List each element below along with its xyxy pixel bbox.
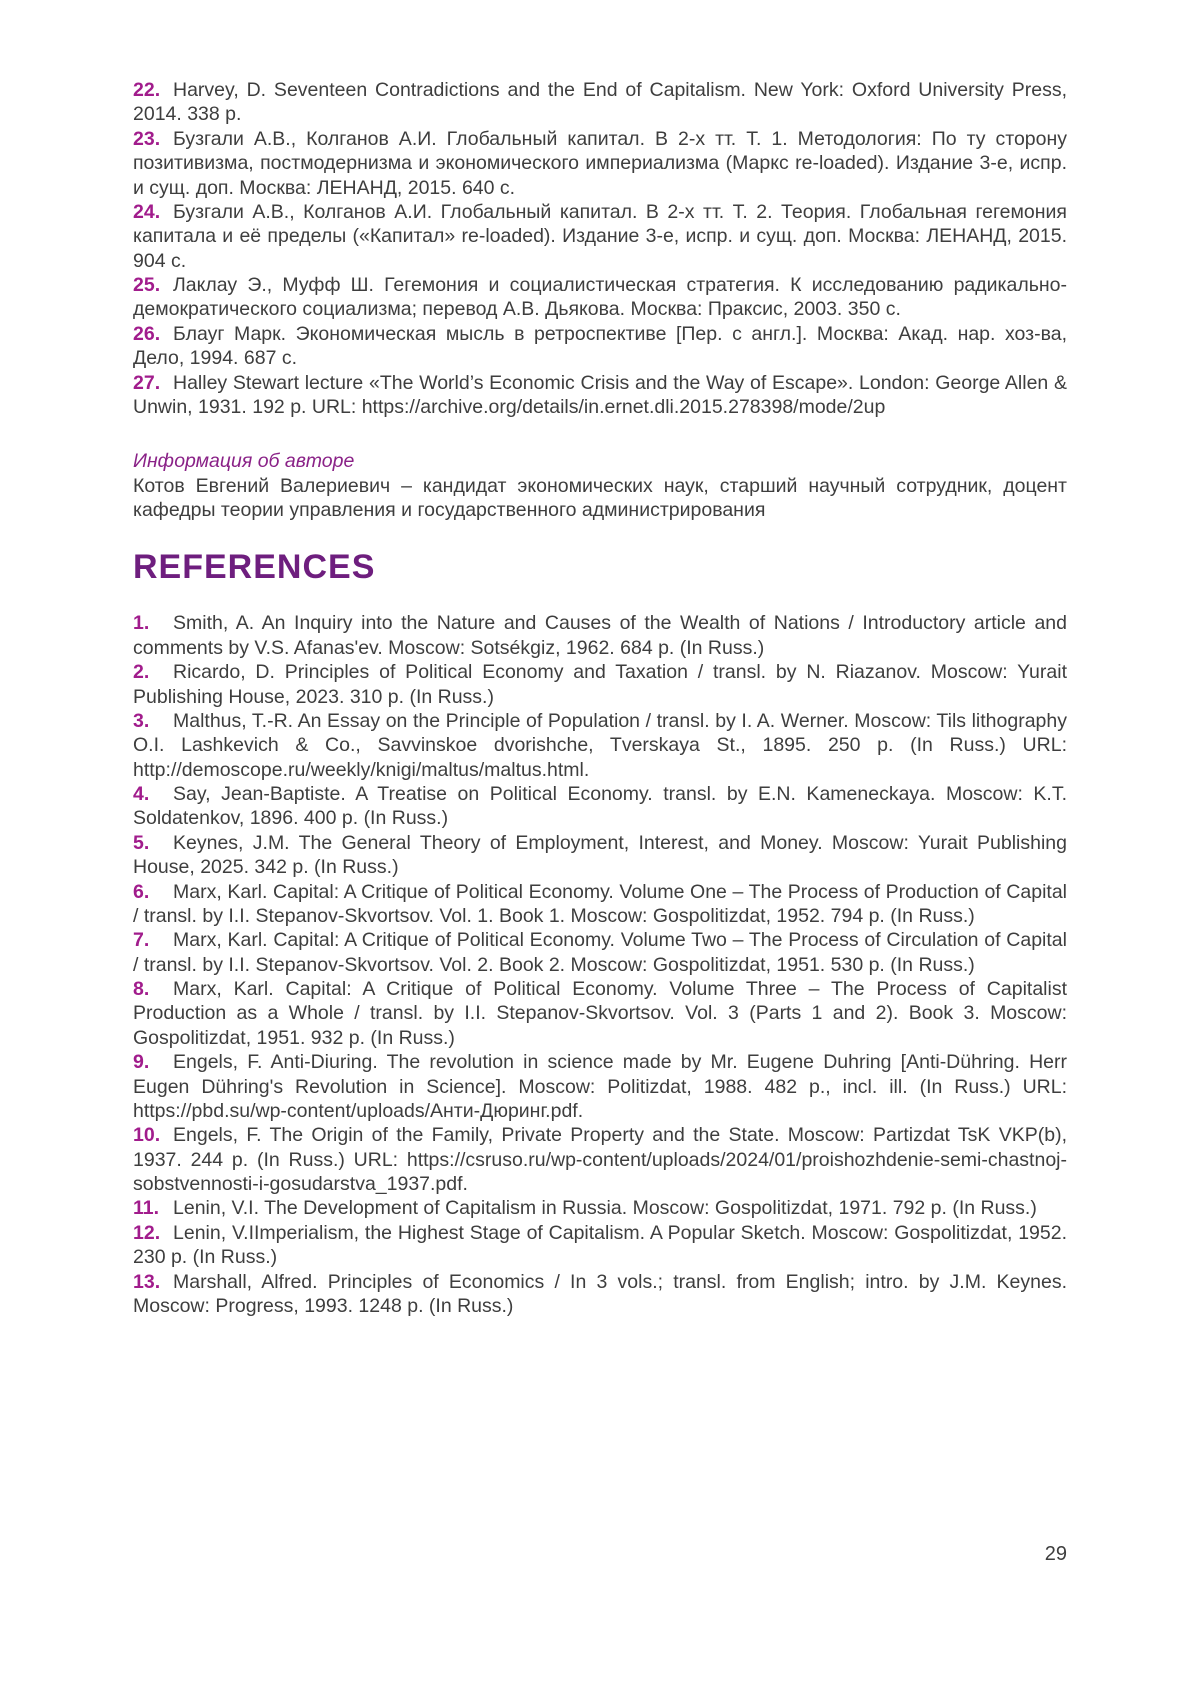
reference-item	[133, 322, 1067, 371]
reference-text: Marx, Karl. Capital: A Critique of Political Economy. Volume One – The Process of Production of Capital / transl. by I.I. Stepanov-Skvortsov. Vol. 1. Book 1. Moscow: Gospolitizdat, 1952. 794 p. (In Russ.)	[133, 880, 1067, 927]
reference-item	[133, 782, 1067, 831]
reference-text: Harvey, D. Seventeen Contradictions and the End of Capitalism. New York: Oxford University Press, 2014. 338 p.	[133, 79, 1067, 126]
author-info-text: Котов Евгений Валериевич – кандидат экономических наук, старший научный сотрудник, доцент кафедры теории управления и государственного администрирования	[133, 474, 1067, 521]
reference-item	[133, 928, 1067, 977]
reference-item	[133, 977, 1067, 1050]
reference-number: 24.	[133, 200, 161, 223]
reference-number: 5.	[133, 831, 150, 854]
reference-text: Lenin, V.IImperialism, the Highest Stage of Capitalism. A Popular Sketch. Moscow: Gospolitizdat, 1952. 230 p. (In Russ.)	[133, 1221, 1067, 1269]
reference-text: Блауг Марк. Экономическая мысль в ретроспективе [Пер. с англ.]. Москва: Акад. нар. хоз-ва, Дело, 1994. 687 с.	[133, 322, 1067, 370]
reference-item	[133, 831, 1067, 880]
reference-number: 9.	[133, 1051, 150, 1074]
reference-number: 22.	[133, 79, 161, 101]
reference-number: 8.	[133, 978, 150, 1000]
reference-text: Lenin, V.I. The Development of Capitalism in Russia. Moscow: Gospolitizdat, 1971. 792 p. (In Russ.)	[173, 1197, 1037, 1220]
references-heading: REFERENCES	[133, 548, 376, 587]
reference-number: 11.	[133, 1197, 160, 1220]
reference-item	[133, 880, 1067, 929]
reference-item	[133, 1196, 1067, 1220]
reference-item	[133, 273, 1067, 322]
reference-number: 7.	[133, 929, 150, 952]
reference-item	[133, 709, 1067, 782]
reference-text: Бузгали А.В., Колганов А.И. Глобальный капитал. В 2-х тт. Т. 1. Методология: По ту сторону позитивизма, постмодернизма и экономического империализма (Маркс re-loaded). Издание 3-е, испр. и сущ. доп. Москва: ЛЕНАНД, 2015. 640 с.	[133, 127, 1067, 199]
reference-number: 23.	[133, 127, 161, 150]
reference-item	[133, 78, 1067, 127]
reference-item	[133, 611, 1067, 660]
reference-number: 13.	[133, 1270, 161, 1293]
reference-text: Malthus, T.-R. An Essay on the Principle of Population / transl. by I. A. Werner. Moscow: Tils lithography O.I. Lashkevich & Co., Savvinskoe dvorishche, Tverskaya St., 1895. 250 p. (In Russ.) URL: http://demoscope.ru/weekly/knigi/maltus/maltus.html.	[133, 709, 1067, 781]
references-ru-section	[133, 78, 1067, 419]
reference-number: 26.	[133, 322, 161, 345]
reference-text: Бузгали А.В., Колганов А.И. Глобальный капитал. В 2-х тт. Т. 2. Теория. Глобальная гегемония капитала и её пределы («Капитал» re-loaded). Издание 3-е, испр. и сущ. доп. Москва: ЛЕНАНД, 2015. 904 с.	[133, 200, 1067, 272]
page-number: 29	[1044, 1543, 1067, 1565]
reference-text: Engels, F. The Origin of the Family, Private Property and the State. Moscow: Partizdat TsK VKP(b), 1937. 244 p. (In Russ.) URL: https://csruso.ru/wp-content/uploads/2024/01/proishozhdenie-semi-chastnoj-sobstvennosti-i-gosudarstva_1937.pdf.	[133, 1124, 1067, 1195]
reference-item	[133, 1123, 1067, 1196]
references-en-section	[133, 611, 1067, 1318]
reference-number: 3.	[133, 709, 150, 732]
reference-text: Лаклау Э., Муфф Ш. Гегемония и социалистическая стратегия. К исследованию радикально-демократического социализма; перевод А.В. Дьякова. Москва: Праксис, 2003. 350 с.	[133, 274, 1067, 321]
reference-item	[133, 1270, 1067, 1319]
reference-number: 10.	[133, 1124, 161, 1147]
reference-item	[133, 127, 1067, 200]
author-info-heading: Информация об авторе	[133, 450, 355, 473]
reference-text: Say, Jean-Baptiste. A Treatise on Political Economy. transl. by E.N. Kameneckaya. Moscow: K.T. Soldatenkov, 1896. 400 p. (In Russ.)	[133, 783, 1067, 830]
reference-text: Marx, Karl. Capital: A Critique of Political Economy. Volume Two – The Process of Circulation of Capital / transl. by I.I. Stepanov-Skvortsov. Vol. 2. Book 2. Moscow: Gospolitizdat, 1951. 530 p. (In Russ.)	[133, 929, 1067, 976]
author-info-section	[133, 449, 1067, 522]
reference-item	[133, 660, 1067, 709]
reference-number: 1.	[133, 612, 150, 635]
reference-text: Keynes, J.M. The General Theory of Employment, Interest, and Money. Moscow: Yurait Publishing House, 2025. 342 p. (In Russ.)	[133, 831, 1067, 879]
reference-item	[133, 1050, 1067, 1123]
reference-number: 25.	[133, 274, 161, 296]
reference-number: 4.	[133, 783, 150, 805]
reference-number: 2.	[133, 661, 150, 684]
reference-text: Smith, A. An Inquiry into the Nature and Causes of the Wealth of Nations / Introductory article and comments by V.S. Afanas'ev. Moscow: Sotsékgiz, 1962. 684 p. (In Russ.)	[133, 612, 1067, 659]
reference-item	[133, 371, 1067, 420]
reference-text: Engels, F. Anti-Diuring. The revolution in science made by Mr. Eugene Duhring [Anti-Dühring. Herr Eugen Dühring's Revolution in Science]. Moscow: Politizdat, 1988. 482 p., incl. ill. (In Russ.) URL: https://pbd.su/wp-content/uploads/Анти-Дюринг.pdf.	[133, 1051, 1067, 1122]
reference-text: Marx, Karl. Capital: A Critique of Political Economy. Volume Three – The Process of Capitalist Production as a Whole / transl. by I.I. Stepanov-Skvortsov. Vol. 3 (Parts 1 and 2). Book 3. Moscow: Gospolitizdat, 1951. 932 p. (In Russ.)	[133, 978, 1067, 1049]
reference-text: Ricardo, D. Principles of Political Economy and Taxation / transl. by N. Riazanov. Moscow: Yurait Publishing House, 2023. 310 p. (In Russ.)	[133, 661, 1067, 708]
reference-item	[133, 200, 1067, 273]
reference-number: 6.	[133, 880, 150, 903]
reference-text: Marshall, Alfred. Principles of Economics / In 3 vols.; transl. from English; intro. by J.M. Keynes. Moscow: Progress, 1993. 1248 p. (In Russ.)	[133, 1270, 1067, 1317]
reference-number: 12.	[133, 1221, 161, 1244]
reference-number: 27.	[133, 371, 161, 394]
reference-text: Halley Stewart lecture «The World’s Economic Crisis and the Way of Escape». London: George Allen & Unwin, 1931. 192 p. URL: https://archive.org/details/in.ernet.dli.2015.278398/mode/2up	[133, 371, 1067, 418]
reference-item	[133, 1221, 1067, 1270]
